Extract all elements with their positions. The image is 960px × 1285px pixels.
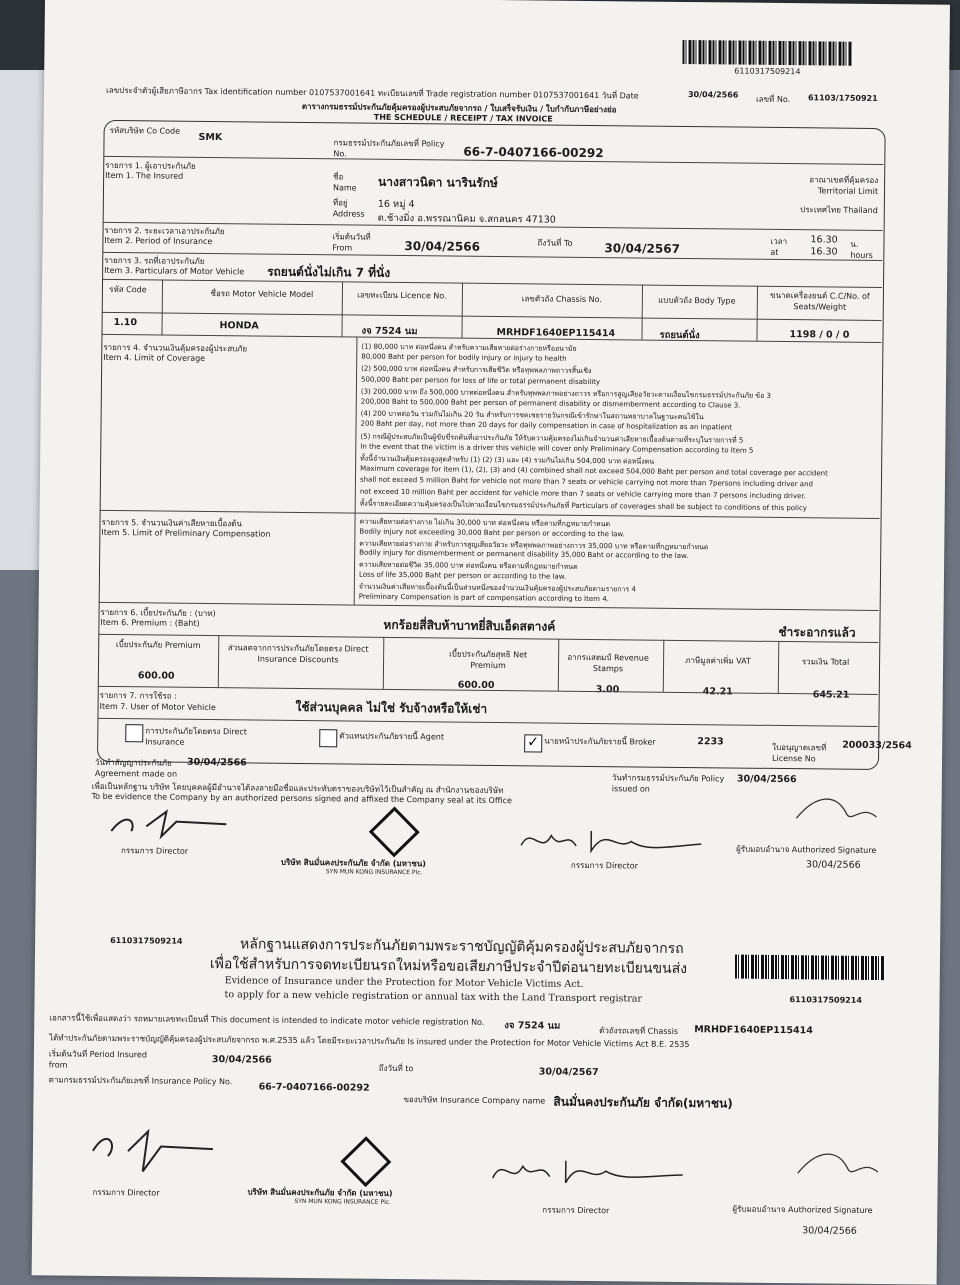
item7-label: รายการ 7. การใช้รถ : xyxy=(99,690,177,701)
top-barcode-number: 6110317509214 xyxy=(734,66,801,77)
item6-label: รายการ 6. เบี้ยประกันภัย : (บาท) xyxy=(100,607,216,619)
vehicle-licence: งจ 7524 นม xyxy=(361,325,418,338)
broker-label: นายหน้าประกันภัยรายนี้ Broker xyxy=(544,736,656,747)
evidence-chassis: MRHDF1640EP115414 xyxy=(694,1024,813,1037)
evidence-company-label: ของบริษัท Insurance Company name xyxy=(403,1095,546,1106)
policy-label: กรมธรรม์ประกันภัยเลขที่ Policy No. xyxy=(333,138,445,159)
chassis-label: ตัวถังรถเลขที่ Chassis xyxy=(599,1026,679,1036)
coverage-line: (3) 200,000 บาท ถึง 500,000 บาทต่อหนึ่งคน สำหรับทุพพลภาพอย่างถาวร หรือการสูญเสียอวัยวะตามเงื่อนไขกรมธรรม์ประกันภัย ข้อ 3 xyxy=(360,387,772,400)
item2-english: Item 2. Period of Insurance xyxy=(104,235,213,247)
address-line1: 16 หมู่ 4 xyxy=(377,198,415,211)
director-label-2: กรรมการ Director xyxy=(570,860,639,871)
vehicle-body: รถยนต์นั่ง xyxy=(659,329,700,342)
coverage-line: (5) กรณีผู้ประสบภัยเป็นผู้ขับขี่รถคันที่เอาประกันภัย ให้รับความคุ้มครองไม่เกินจำนวนค่าเสียหายเบื้องต้นตามที่ระบุในรายการที่ 5 xyxy=(360,432,744,445)
doc-no: 61103/1750921 xyxy=(807,93,878,103)
coverage-line: In the event that the victim is a driver this vehicle will cover only Preliminary Compensation according to Item 5 xyxy=(360,442,754,455)
issue-date: 30/04/2566 xyxy=(687,90,739,100)
vehicle-header-code: รหัส Code xyxy=(109,284,147,295)
premium-value: 600.00 xyxy=(137,670,175,682)
to-label: ถึงวันที่ To xyxy=(537,238,573,248)
vehicle-header-body: แบบตัวถัง Body Type xyxy=(658,295,736,306)
vehicle-model: HONDA xyxy=(219,320,259,332)
act-line: ได้ทำประกันภัยตามพระราชบัญญัติคุ้มครองผู้ประสบภัยจากรถ พ.ศ.2535 แล้ว โดยมีระยะเวลาประกันภัย Is insured under the Protection for Motor Vehicle Victims Act B.E. 2535 xyxy=(49,1033,690,1050)
vehicle-code: 1.10 xyxy=(113,316,138,329)
evidence-from-label: เริ่มต้นวันที่ Period Insured from xyxy=(48,1049,147,1070)
issued-date: 30/04/2566 xyxy=(736,773,797,786)
premium-header-premium: เบี้ยประกันภัย Premium xyxy=(115,640,201,650)
coverage-line: ทั้งนี้รายละเอียดความคุ้มครองเป็นไปตามเงื่อนไขกรมธรรม์ประกันภัยที่ Particulars of coverages shall be subject to conditions of this policy xyxy=(359,499,808,513)
evidence-number-left: 6110317509214 xyxy=(110,935,183,946)
item4-english: Item 4. Limit of Coverage xyxy=(103,352,206,363)
item2-label: รายการ 2. ระยะเวลาเอาประกันภัย xyxy=(104,225,225,237)
stamps-value: 3.00 xyxy=(595,684,620,696)
premium-in-words: หกร้อยสี่สิบห้าบาทยี่สิบเอ็ดสตางค์ xyxy=(383,617,556,634)
license-label: ใบอนุญาตเลขที่ License No xyxy=(772,742,827,764)
director-label-1: กรรมการ Director xyxy=(121,846,189,856)
territory-label: อาณาเขตที่คุ้มครอง Territorial Limit xyxy=(809,175,879,196)
item1-label: รายการ 1. ผู้เอาประกันภัย xyxy=(105,160,196,171)
director-signature-1 xyxy=(106,801,236,842)
coverage-line: (4) 200 บาทต่อวัน รวมกันไม่เกิน 20 วัน สำหรับการชดเชยรายวันกรณีเข้ารักษาในสถานพยาบาลในฐานะคนไข้ใน xyxy=(360,409,704,422)
stamp-paid: ชำระอากรแล้ว xyxy=(778,624,856,640)
total-value: 645.21 xyxy=(812,689,850,701)
from-date: 30/04/2566 xyxy=(404,239,481,254)
territory: ประเทศไทย Thailand xyxy=(800,205,878,215)
authorized-signature-2 xyxy=(793,1143,883,1184)
premium-header-vat: ภาษีมูลค่าเพิ่ม VAT xyxy=(685,656,751,666)
title-english: THE SCHEDULE / RECEIPT / TAX INVOICE xyxy=(373,112,553,124)
authorized-signature-1 xyxy=(791,788,881,829)
preliminary-line: ความเสียหายต่อร่างกาย สำหรับการสูญเสียอวัยวะ หรือทุพพลภาพอย่างถาวร 35,000 บาท หรือตามที่กฎหมายกำหนด xyxy=(359,539,709,551)
authorized-date-1: 30/04/2566 xyxy=(805,859,861,871)
time-start: 16.30 xyxy=(810,234,838,246)
director-label-3: กรรมการ Director xyxy=(92,1187,160,1198)
time-end: 16.30 xyxy=(810,246,838,258)
evidence-barcode xyxy=(735,955,885,981)
evidence-title-thai-2: เพื่อใช้สำหรับการจดทะเบียนรถใหม่หรือขอเสียภาษีประจำปีต่อนายทะเบียนขนส่ง xyxy=(209,956,688,978)
evidence-policy-no: 66-7-0407166-00292 xyxy=(258,1081,370,1094)
evidence-from-date: 30/04/2566 xyxy=(211,1054,272,1066)
item5-label: รายการ 5. จำนวนเงินค่าเสียหายเบื้องต้น xyxy=(101,517,242,529)
premium-header-total: รวมเงิน Total xyxy=(801,657,850,667)
vehicle-chassis: MRHDF1640EP115414 xyxy=(496,327,616,340)
authorized-date-2: 30/04/2566 xyxy=(802,1225,857,1237)
evidence-title-thai-1: หลักฐานแสดงการประกันภัยตามพระราชบัญญัติคุ้มครองผู้ประสบภัยจากรถ xyxy=(240,936,684,958)
insurance-document xyxy=(32,0,950,1285)
evidence-to-date: 30/04/2567 xyxy=(538,1066,599,1079)
coverage-line: not exceed 10 million Baht per accident for vehicle more than 7 seats or vehicle carrying more than 7 persons including driver. xyxy=(359,487,806,500)
vehicle-header-licence: เลขทะเบียน Licence No. xyxy=(357,290,447,301)
policy-number: 66-7-0407166-00292 xyxy=(463,144,604,161)
top-barcode xyxy=(682,40,852,66)
item5-english: Item 5. Limit of Preliminary Compensation xyxy=(101,527,271,539)
insured-name: นางสาวนิดา นารินรักษ์ xyxy=(378,174,498,191)
coverage-line: 80,000 Baht per person for bodily injury or injury to health xyxy=(361,352,567,363)
evidence-thai: เพื่อเป็นหลักฐาน บริษัท โดยบุคคลผู้มีอำนาจได้ลงลายมือชื่อและประทับตราของบริษัทไว้เป็นสำคัญ ณ สำนักงานของบริษัท xyxy=(91,781,504,796)
vehicle-cc: 1198 / 0 / 0 xyxy=(789,329,850,341)
vehicle-header-chassis: เลขตัวถัง Chassis No. xyxy=(521,294,603,305)
agent-label: ตัวแทนประกันภัยรายนี้ Agent xyxy=(339,731,445,742)
coverage-line: Maximum coverage for item (1), (2), (3) and (4) combined shall not exceed 504,000 Baht per person and total coverage per accident xyxy=(360,464,828,478)
reg-label: เอกสารนี้ใช้เพื่อแสดงว่า รถหมายเลขทะเบียนที่ This document is intended to indicate motor vehicle registration No. xyxy=(49,1013,485,1027)
item6-english: Item 6. Premium : (Baht) xyxy=(100,617,200,628)
premium-header-net: เบี้ยประกันภัยสุทธิ Net Premium xyxy=(449,649,528,671)
evidence-title-en-2: to apply for a new vehicle registration or annual tax with the Land Transport registrar xyxy=(224,989,643,1005)
vehicle-header-cc: ขนาดเครื่องยนต์ C.C/No. of Seats/Weight xyxy=(770,290,870,312)
director-signature-2 xyxy=(516,820,706,862)
broker-checkbox-checked: ✓ xyxy=(524,734,542,752)
item7-english: Item 7. User of Motor Vehicle xyxy=(99,701,216,713)
vehicle-use: ใช้ส่วนบุคคล ไม่ใช่ รับจ้างหรือให้เช่า xyxy=(295,699,488,716)
from-label: เริ่มต้นวันที่ From xyxy=(332,232,371,253)
preliminary-line: ความเสียหายต่อร่างกาย ไม่เกิน 30,000 บาท ต่อหนึ่งคน หรือตามที่กฎหมายกำหนด xyxy=(359,517,611,529)
license-number: 200033/2564 xyxy=(842,739,912,752)
vehicle-header-model: ชื่อรถ Motor Vehicle Model xyxy=(210,289,314,300)
item3-english: Item 3. Particulars of Motor Vehicle xyxy=(104,265,245,277)
title-thai: ตารางกรมธรรม์ประกันภัยคุ้มครองผู้ประสบภัยจากรถ / ใบเสร็จรับเงิน / ใบกำกับภาษีอย่างย่อ xyxy=(301,101,617,115)
net-premium-value: 600.00 xyxy=(457,679,495,692)
item3-label: รายการ 3. รถที่เอาประกันภัย xyxy=(104,255,205,266)
broker-number: 2233 xyxy=(697,736,724,748)
preliminary-line: Preliminary Compensation is part of compensation according to Item 4. xyxy=(358,592,609,603)
item4-label: รายการ 4. จำนวนเงินคุ้มครองผู้ประสบภัย xyxy=(103,342,248,354)
vehicle-type: รถยนต์นั่งไม่เกิน 7 ที่นั่ง xyxy=(267,264,391,280)
direct-insurance-checkbox xyxy=(125,724,143,742)
director-signature-3 xyxy=(83,1116,224,1177)
coverage-line: 500,000 Baht per person for loss of life or total permanent disability xyxy=(360,375,601,386)
company-name-en-1: SYN MUN KONG INSURANCE Plc. xyxy=(325,868,423,877)
coverage-line: 200,000 Baht to 500,000 Baht per person of permanent disability or dismemberment according to Clause 3. xyxy=(360,397,741,410)
doc-no-label: เลขที่ No. xyxy=(755,94,791,105)
issued-label: วันทำกรมธรรม์ประกันภัย Policy issued on xyxy=(611,773,725,794)
authorized-label-2: ผู้รับมอบอำนาจ Authorized Signature xyxy=(732,1204,873,1215)
co-code-label: รหัสบริษัท Co Code xyxy=(109,125,181,136)
company-name-en-2: SYN MUN KONG INSURANCE Plc. xyxy=(294,1197,392,1206)
premium-header-discount: ส่วนลดจากการประกันภัยโดยตรง Direct Insurance Discounts xyxy=(227,643,369,665)
evidence-english: To be evidence the Company by an authorized persons signed and affixed the Company seal at its Office xyxy=(91,791,512,806)
item1-english: Item 1. The Insured xyxy=(105,170,184,181)
evidence-reg-no: งจ 7524 นม xyxy=(504,1020,561,1032)
evidence-to-label: ถึงวันที่ to xyxy=(378,1063,414,1074)
vat-value: 42.21 xyxy=(702,686,733,698)
coverage-line: ทั้งนี้จำนวนเงินคุ้มครองสูงสุดสำหรับ (1) (2) (3) และ (4) รวมกันไม่เกิน 504,000 บาท ต่อหนึ่งคน xyxy=(360,454,655,466)
company-name-thai-1: บริษัท สินมั่นคงประกันภัย จำกัด (มหาชน) xyxy=(280,857,427,869)
preliminary-line: จำนวนเงินค่าเสียหายเบื้องต้นนี้เป็นส่วนหนึ่งของจำนวนเงินคุ้มครองผู้ประสบภัยตามรายการ 4 xyxy=(358,582,636,594)
premium-header-stamps: อากรแสตมป์ Revenue Stamps xyxy=(567,652,649,674)
preliminary-line: ความเสียหายต่อชีวิต 35,000 บาท ต่อหนึ่งคน หรือตามที่กฎหมายกำหนด xyxy=(359,560,578,572)
direct-insurance-label: การประกันภัยโดยตรง Direct Insurance xyxy=(145,726,248,747)
coverage-line: 200 Baht per day, not more than 20 days for daily compensation in case of hospitalization as an inpatient xyxy=(360,419,733,432)
time-label: เวลา at xyxy=(770,236,788,257)
evidence-policy-label: ตามกรมธรรม์ประกันภัยเลขที่ Insurance Policy No. xyxy=(48,1075,233,1087)
director-label-4: กรรมการ Director xyxy=(542,1205,610,1216)
co-code: SMK xyxy=(198,131,223,144)
coverage-line: (2) 500,000 บาท ต่อหนึ่งคน สำหรับการเสียชีวิต หรือทุพพลภาพถาวรสิ้นเชิง xyxy=(361,364,592,376)
name-label: ชื่อ Name xyxy=(332,172,357,193)
authorized-label-1: ผู้รับมอบอำนาจ Authorized Signature xyxy=(736,844,877,856)
address-label: ที่อยู่ Address xyxy=(332,198,365,219)
to-date: 30/04/2567 xyxy=(604,241,681,256)
evidence-barcode-number: 6110317509214 xyxy=(789,995,862,1005)
tax-id-line: เลขประจำตัวผู้เสียภาษีอากร Tax identification number 0107537001641 ทะเบียนเลขที่ Trade registration number 0107537001641 วันที่ Date xyxy=(105,85,639,101)
evidence-title-en-1: Evidence of Insurance under the Protection for Motor Vehicle Victims Act. xyxy=(224,975,584,990)
preliminary-line: Bodily injury for dismemberment or permanent disability 35,000 Baht or according to the law. xyxy=(359,548,689,561)
address-line2: ต.ช้างมิ่ง อ.พรรณานิคม จ.สกลนคร 47130 xyxy=(377,212,556,226)
coverage-line: (1) 80,000 บาท ต่อหนึ่งคน สำหรับความเสียหายต่อร่างกายหรืออนามัย xyxy=(361,342,577,353)
time-unit: น. hours xyxy=(850,239,873,260)
company-name-thai-2: บริษัท สินมั่นคงประกันภัย จำกัด (มหาชน) xyxy=(247,1187,393,1198)
preliminary-line: Loss of life 35,000 Baht per person or according to the law. xyxy=(358,570,567,581)
director-signature-4 xyxy=(488,1148,688,1195)
coverage-line: shall not exceed 5 million Baht for vehicle not more than 7 seats or vehicle carrying not more than 7persons including driver and xyxy=(359,475,814,489)
agreement-label: วันทำสัญญาประกันภัย Agreement made on xyxy=(94,757,178,779)
preliminary-line: Bodily injury not exceeding 30,000 Baht per person or according to the law. xyxy=(359,527,625,539)
company-logo-1 xyxy=(369,807,420,858)
agent-checkbox xyxy=(319,729,337,747)
evidence-company-name: สินมั่นคงประกันภัย จำกัด(มหาชน) xyxy=(553,1094,733,1111)
agreement-date: 30/04/2566 xyxy=(186,756,247,769)
company-logo-2 xyxy=(340,1136,391,1187)
